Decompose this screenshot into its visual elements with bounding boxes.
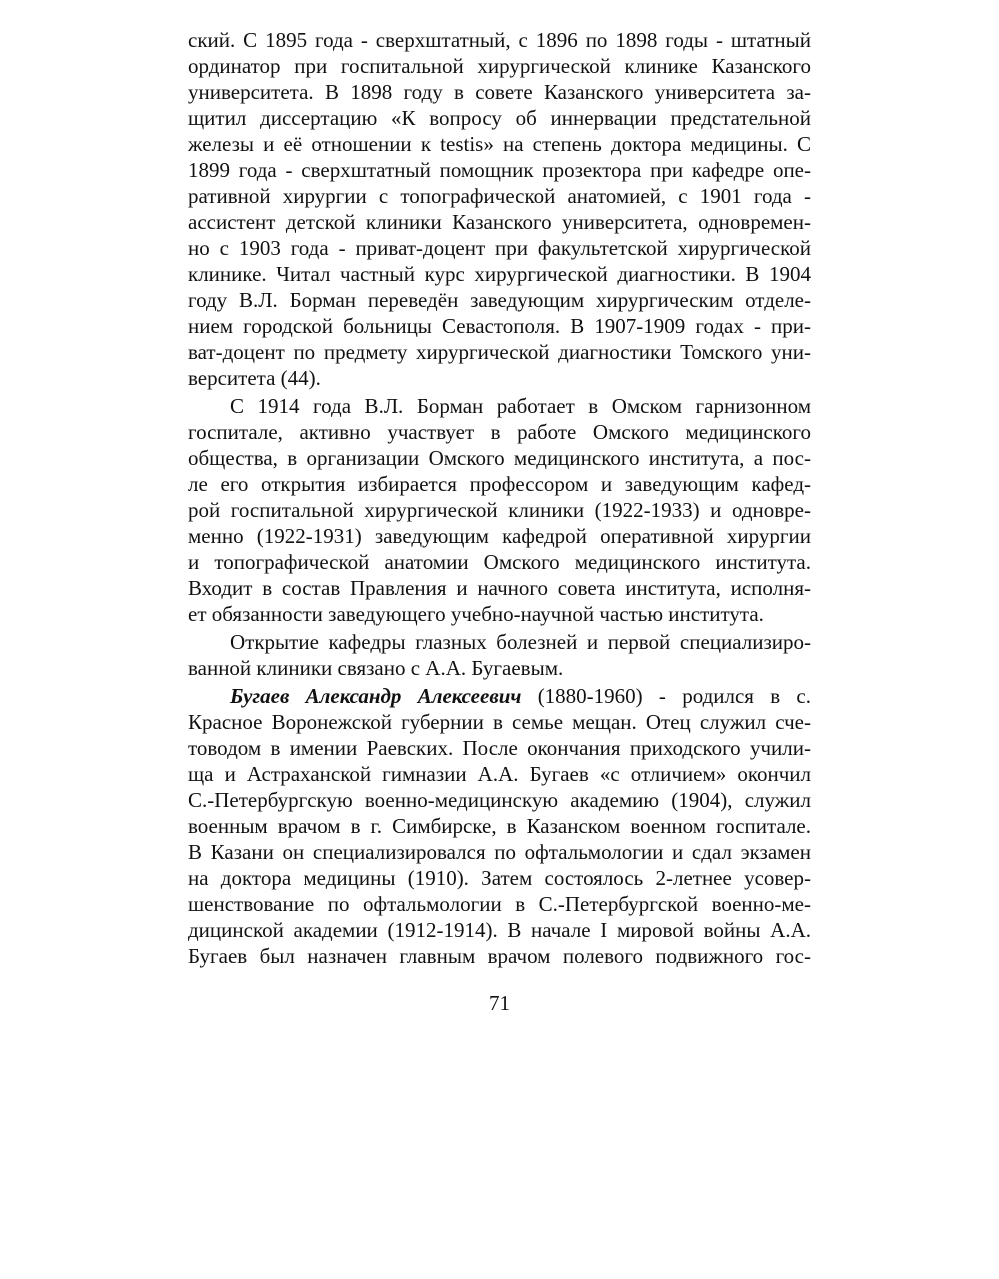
text-line: С.-Петербургскую военно-медицинскую академию (1904), служил [188,788,811,812]
body-text [188,27,811,969]
text-fragment: (1880-1960) - родился в с. [521,684,811,708]
text-line: верситета (44). [188,366,321,390]
text-line: шенствование по офтальмологии в С.-Петербургской военно-ме- [188,892,811,916]
text-line: нием городской больницы Севастополя. В 1907-1909 годах - при- [188,314,811,338]
person-name: Бугаев Александр Алексеевич [230,684,522,708]
text-line: ванной клиники связано с А.А. Бугаевым. [188,656,564,680]
text-line: ординатор при госпитальной хирургической клинике Казанского [188,54,811,78]
text-line: В Казани он специализировался по офтальмологии и сдал экзамен [188,840,811,864]
text-line: но с 1903 года - приват-доцент при факультетской хирургической [188,236,811,260]
text-line: Бугаев был назначен главным врачом полевого подвижного гос- [188,944,811,968]
text-line: ле его открытия избирается профессором и заведующим кафед- [188,472,811,496]
page-number: 71 [489,991,510,1015]
text-line: ский. С 1895 года - сверхштатный, с 1896 по 1898 годы - штатный [188,28,811,52]
text-line: железы и её отношении к testis» на степень доктора медицины. С [188,132,811,156]
text-line: и топографической анатомии Омского медицинского института. [188,550,811,574]
text-line: университета. В 1898 году в совете Казанского университета за- [188,80,811,104]
text-line: клинике. Читал частный курс хирургической диагностики. В 1904 [188,262,811,286]
paragraph-eye-clinic [188,629,811,681]
text-line: ват-доцент по предмету хирургической диагностики Томского уни- [188,340,811,364]
text-line: рой госпитальной хирургической клиники (1922-1933) и одновре- [188,498,811,522]
text-line: ассистент детской клиники Казанского университета, одновремен- [188,210,811,234]
paragraph-bugaev-biography [188,683,811,969]
text-line: Открытие кафедры глазных болезней и первой специализиро- [230,630,811,654]
text-line: ща и Астраханской гимназии А.А. Бугаев «с отличием» окончил [188,762,811,786]
text-line-with-name [188,683,811,709]
text-line: году В.Л. Борман переведён заведующим хирургическим отделе- [188,288,811,312]
text-line: военным врачом в г. Симбирске, в Казанском военном госпитале. [188,814,811,838]
text-line: на доктора медицины (1910). Затем состоялось 2-летнее усовер- [188,866,811,890]
text-line: 1899 года - сверхштатный помощник прозектора при кафедре опе- [188,158,811,182]
text-line: дицинской академии (1912-1914). В начале I мировой войны А.А. [188,918,811,942]
text-line: щитил диссертацию «К вопросу об иннервации предстательной [188,106,811,130]
paragraph-borman-omsk [188,393,811,627]
text-line: С 1914 года В.Л. Борман работает в Омском гарнизонном [230,394,811,418]
text-line: менно (1922-1931) заведующим кафедрой оперативной хирургии [188,524,811,548]
text-line: госпитале, активно участвует в работе Омского медицинского [188,420,811,444]
text-line: ративной хирургии с топографической анатомией, с 1901 года - [188,184,811,208]
text-line: общества, в организации Омского медицинского института, а пос- [188,446,811,470]
text-line: Красное Воронежской губернии в семье мещан. Отец служил сче- [188,710,811,734]
text-line: ет обязанности заведующего учебно-научной частью института. [188,602,764,626]
paragraph-borman-career [188,27,811,391]
text-line: Входит в состав Правления и начного совета института, исполня- [188,576,811,600]
text-line: товодом в имении Раевских. После окончания приходского учили- [188,736,811,760]
